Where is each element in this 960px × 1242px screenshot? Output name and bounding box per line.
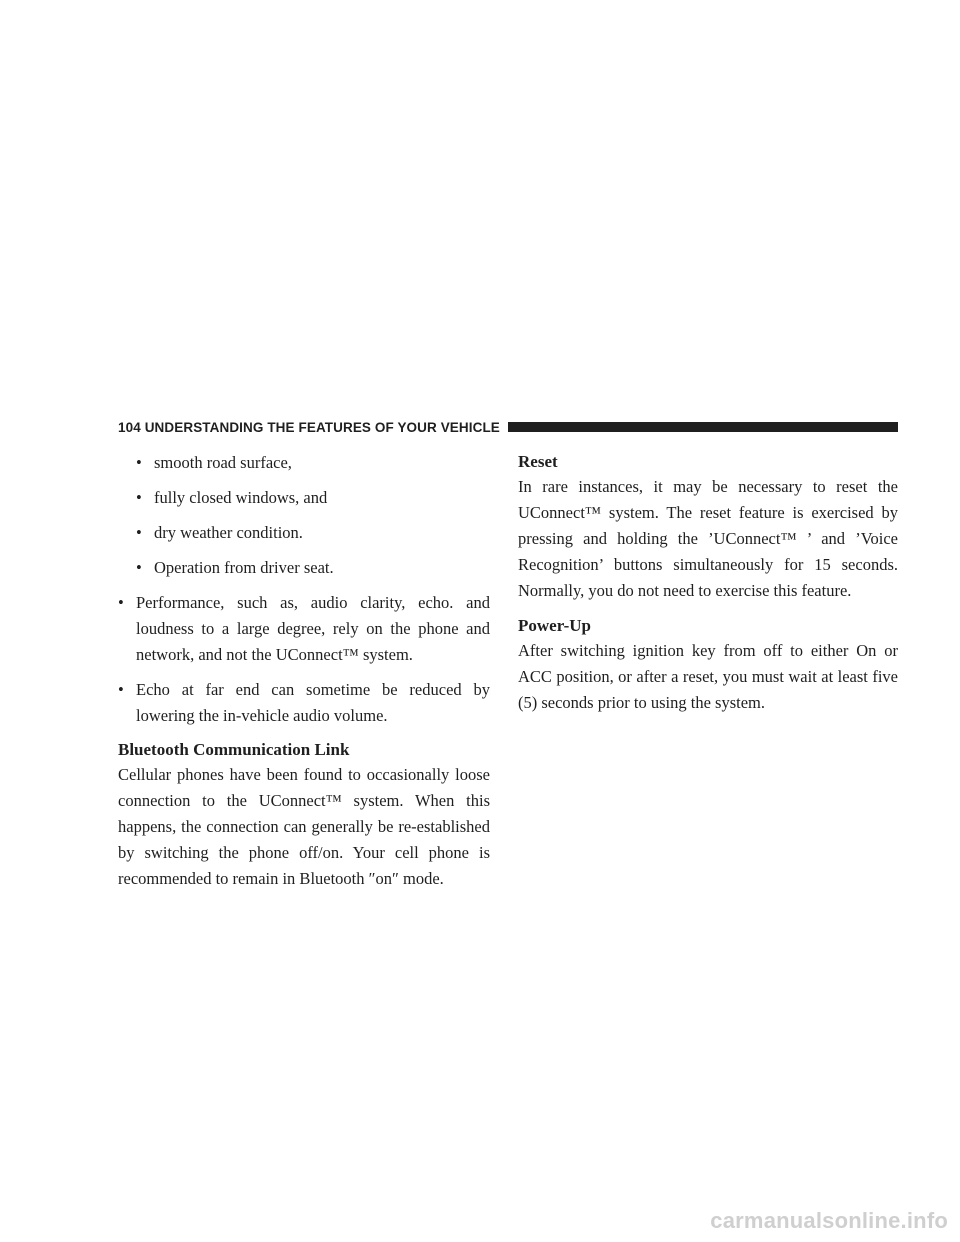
list-item-text: dry weather condition. [154, 523, 303, 542]
reset-section-title: Reset [518, 452, 558, 471]
page-header [118, 419, 898, 435]
bullet-icon: • [136, 558, 142, 577]
page-number: 104 [118, 419, 141, 435]
powerup-section-title: Power-Up [518, 616, 592, 635]
list-item-text: fully closed windows, and [154, 488, 328, 507]
list-item [136, 450, 490, 476]
bluetooth-section-text: Cellular phones have been found to occasionally loose connection to the UConnect™ system. When this happens, the connection can generally be re-established by switching the phone off/on. Your cell phone is recommended to remain in Bluetooth ″on″ mode. [118, 765, 490, 888]
list-item [136, 520, 490, 546]
list-item-text: smooth road surface, [154, 453, 292, 472]
list-item-text: Echo at far end can sometime be reduced by lowering the in-vehicle audio volume. [136, 680, 490, 725]
watermark: carmanualsonline.info [710, 1208, 948, 1233]
bullet-icon: • [118, 593, 124, 612]
list-item [136, 555, 490, 581]
list-item [118, 590, 490, 668]
list-item [118, 677, 490, 729]
bluetooth-section-title: Bluetooth Communication Link [118, 740, 350, 759]
reset-section-text: In rare instances, it may be necessary to reset the UConnect™ system. The reset feature is exercised by pressing and holding the ’UConnect™ ’ and ’Voice Recognition’ buttons simultaneously for 15 seconds. Normally, you do not need to exercise this feature. [518, 477, 898, 600]
list-item-text: Operation from driver seat. [154, 558, 334, 577]
bullet-icon: • [118, 680, 124, 699]
bullet-icon: • [136, 488, 142, 507]
list-item-text: Performance, such as, audio clarity, echo. and loudness to a large degree, rely on the phone and network, and not the UConnect™ system. [136, 593, 490, 664]
left-column [118, 450, 490, 902]
header-text [118, 420, 508, 435]
right-column [518, 450, 898, 726]
powerup-section-text: After switching ignition key from off to either On or ACC position, or after a reset, you must wait at least five (5) seconds prior to using the system. [518, 641, 898, 712]
header-rule [508, 422, 898, 432]
bullet-icon: • [136, 523, 142, 542]
list-item [136, 485, 490, 511]
header-title: UNDERSTANDING THE FEATURES OF YOUR VEHICLE [144, 419, 500, 435]
bullet-icon: • [136, 453, 142, 472]
